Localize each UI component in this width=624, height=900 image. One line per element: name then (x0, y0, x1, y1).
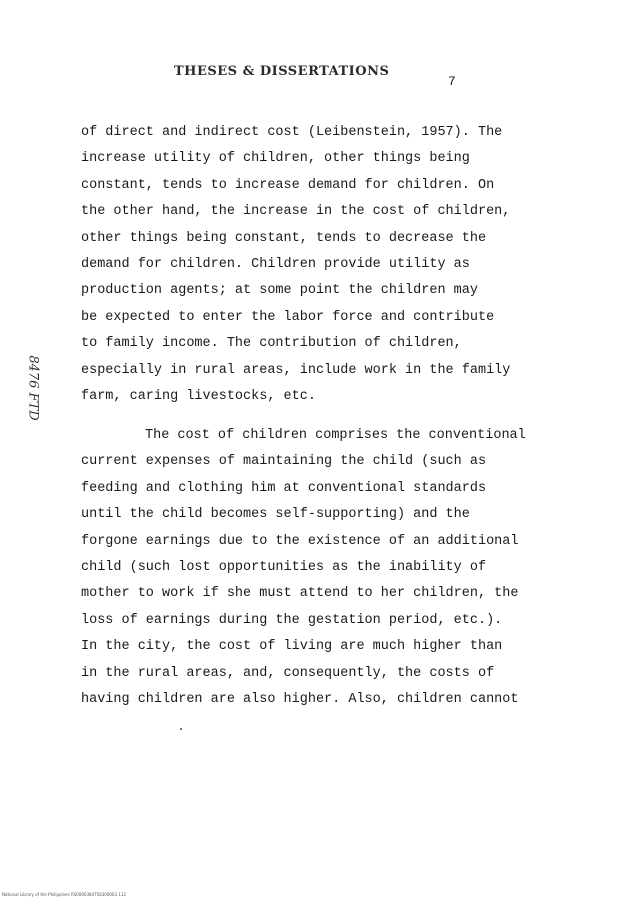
scan-speck (180, 728, 182, 730)
theses-stamp: THESES & DISSERTATIONS (174, 64, 390, 79)
text-line: feeding and clothing him at conventional standards (81, 480, 487, 496)
text-line: The cost of children comprises the conventional (145, 428, 526, 443)
text-line: be expected to enter the labor force and contribute (81, 309, 495, 325)
text-line: to family income. The contribution of children, (81, 336, 462, 352)
text-line: the other hand, the increase in the cost of children, (81, 204, 511, 220)
text-line: in the rural areas, and, consequently, the costs of (81, 665, 495, 681)
paragraph-2 (81, 423, 526, 713)
paragraph-1 (81, 120, 521, 410)
text-line: current expenses of maintaining the child (such as (81, 454, 487, 470)
text-line: child (such lost opportunities as the inability of (81, 559, 487, 575)
text-line: especially in rural areas, include work in the family (81, 362, 511, 378)
text-line: farm, caring livestocks, etc. (81, 388, 316, 404)
page-number: 7 (448, 74, 456, 89)
text-line: loss of earnings during the gestation period, etc.). (81, 612, 503, 628)
scan-footer: National Library of the Philippines RS0000384756300003 112 (2, 892, 126, 897)
text-line: other things being constant, tends to decrease the (81, 230, 487, 246)
text-line: of direct and indirect cost (Leibenstein, 1957). The (81, 125, 503, 140)
text-line: increase utility of children, other things being (81, 151, 470, 167)
text-line: until the child becomes self-supporting) and the (81, 507, 470, 523)
text-line: production agents; at some point the children may (81, 283, 478, 299)
text-line: forgone earnings due to the existence of an additional (81, 533, 519, 549)
text-line: constant, tends to increase demand for children. On (81, 177, 495, 193)
text-line: having children are also higher. Also, children cannot (81, 691, 519, 707)
margin-handwritten-note (22, 348, 44, 428)
text-line: mother to work if she must attend to her children, the (81, 586, 519, 602)
margin-note-text: 8476 FTD (25, 355, 41, 421)
text-line: In the city, the cost of living are much higher than (81, 639, 503, 655)
text-line: demand for children. Children provide utility as (81, 256, 470, 272)
